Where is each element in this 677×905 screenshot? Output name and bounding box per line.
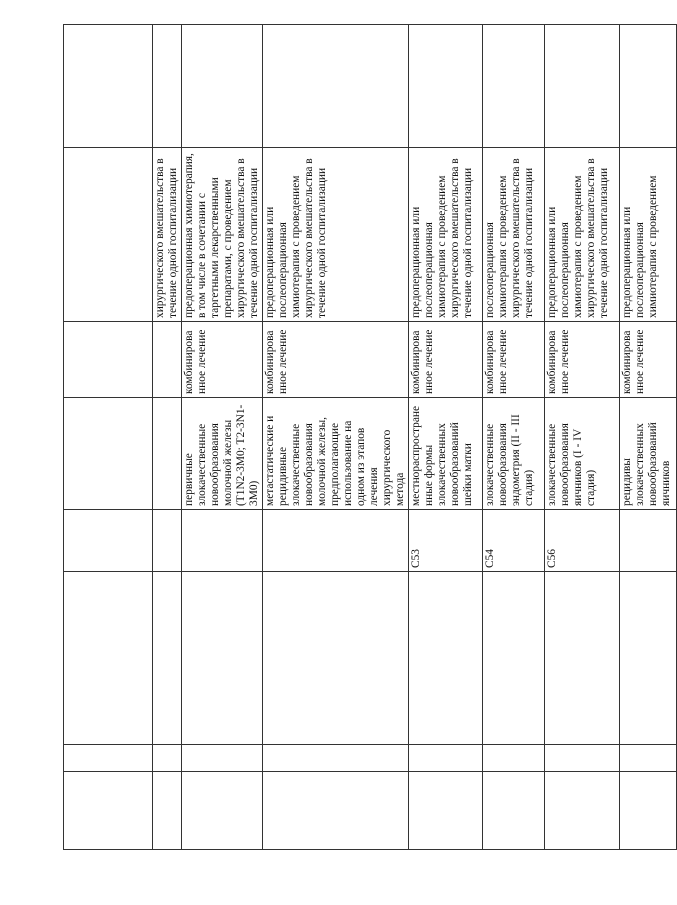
cell-number [64,745,153,772]
cell-profile [620,572,677,745]
cell-code: C56 [545,510,620,572]
cell-cost [483,25,545,148]
cell-number [545,745,620,772]
cell-cost [545,25,620,148]
table-row [153,25,182,850]
cell-profile [483,572,545,745]
cell-number [182,745,263,772]
cell-diagnosis: метастатические и рецидивные злокачественные новообразования молочной железы, предполагающие использование на одном из этапов лечения хирургического метода [263,398,409,510]
cell-cost [263,25,409,148]
cell-treatment: комбинированное лечение [182,322,263,398]
cell-cost [182,25,263,148]
cell-profile [545,572,620,745]
cell-number [153,745,182,772]
cell-left-margin [620,772,677,850]
cell-method: предоперационная химиотерапия, в том числе в сочетании с таргетными лекарственными препаратами, с проведением хирургического вмешательства в течение одной госпитализации [182,148,263,322]
cell-number [409,745,483,772]
table-row [483,25,545,850]
table-row [263,25,409,850]
cell-number [483,745,545,772]
cell-profile [64,572,153,745]
cell-cost [409,25,483,148]
cell-diagnosis [153,398,182,510]
cell-profile [409,572,483,745]
cell-code [620,510,677,572]
cell-treatment [64,322,153,398]
cell-diagnosis [64,398,153,510]
cell-cost [153,25,182,148]
cell-number [620,745,677,772]
cell-left-margin [182,772,263,850]
rotated-table-container [63,25,672,850]
table-row [182,25,263,850]
cell-left-margin [153,772,182,850]
cell-treatment: комбинированное лечение [545,322,620,398]
cell-diagnosis: злокачественные новообразования яичников (I - IV стадия) [545,398,620,510]
cell-left-margin [409,772,483,850]
cell-treatment: комбинированное лечение [483,322,545,398]
cell-code: C54 [483,510,545,572]
cell-code [182,510,263,572]
cell-left-margin [483,772,545,850]
cell-profile [182,572,263,745]
cell-code [64,510,153,572]
cell-diagnosis: местнораспространенные формы злокачественных новообразований шейки матки [409,398,483,510]
cell-diagnosis: первичные злокачественные новообразования молочной железы (T1N2-3M0; T2-3N1-3M0) [182,398,263,510]
table-row [64,25,153,850]
cell-method [64,148,153,322]
cell-left-margin [64,772,153,850]
cell-treatment [153,322,182,398]
cell-number [263,745,409,772]
cell-treatment: комбинированное лечение [620,322,677,398]
table-row [620,25,677,850]
cell-treatment: комбинированное лечение [263,322,409,398]
table-row [545,25,620,850]
cell-cost [620,25,677,148]
cell-profile [263,572,409,745]
cell-profile [153,572,182,745]
cell-diagnosis: злокачественные новообразования эндометрия (II - III стадия) [483,398,545,510]
cell-method: предоперационная или послеоперационная химиотерапия с проведением [620,148,677,322]
cell-diagnosis: рецидивы злокачественных новообразований яичников [620,398,677,510]
cell-method: предоперационная или послеоперационная химиотерапия с проведением хирургического вмешательства в течение одной госпитализации [409,148,483,322]
cell-method: послеоперационная химиотерапия с проведением хирургического вмешательства в течение одной госпитализации [483,148,545,322]
table-row [409,25,483,850]
cell-method: хирургического вмешательства в течение одной госпитализации [153,148,182,322]
cell-code: C53 [409,510,483,572]
cell-treatment: комбинированное лечение [409,322,483,398]
cell-cost [64,25,153,148]
cell-method: предоперационная или послеоперационная химиотерапия с проведением хирургического вмешательства в течение одной госпитализации [545,148,620,322]
cell-code [153,510,182,572]
cell-method: предоперационная или послеоперационная химиотерапия с проведением хирургического вмешательства в течение одной госпитализации [263,148,409,322]
treatment-table [63,24,677,850]
cell-code [263,510,409,572]
cell-left-margin [263,772,409,850]
cell-left-margin [545,772,620,850]
